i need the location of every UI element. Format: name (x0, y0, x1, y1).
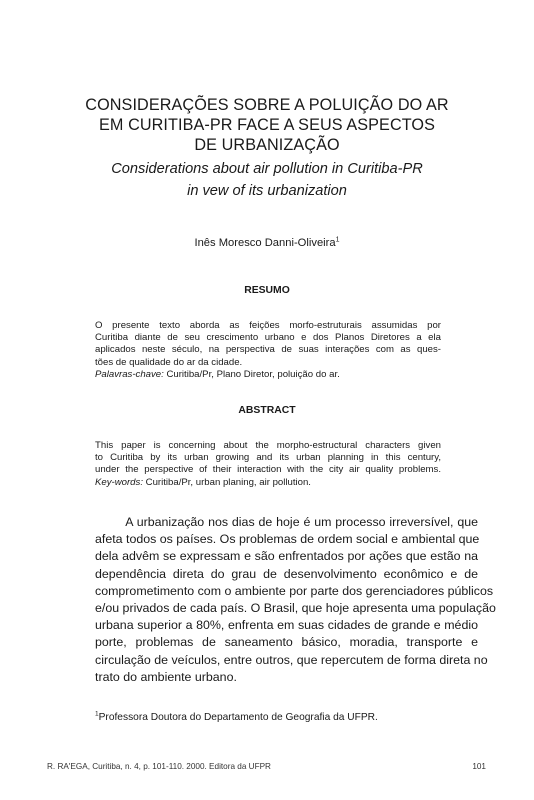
author-name: Inês Moresco Danni-Oliveira (194, 237, 336, 249)
author-line (0, 237, 534, 249)
abstract-line: under the perspective of their interaction with the city air quality problems. (95, 464, 441, 476)
resumo-keywords-label: Palavras-chave: (95, 368, 164, 380)
body-line: e/ou privados de cada país. O Brasil, que hoje apresenta uma população (95, 601, 496, 616)
body-line: circulação de veículos, entre outros, que repercutem de forma direta no (95, 652, 488, 667)
journal-citation: R. RA'EGA, Curitiba, n. 4, p. 101-110. 2000. Editora da UFPR (47, 762, 271, 771)
body-line: porte, problemas de saneamento básico, moradia, transporte e (95, 635, 478, 650)
abstract-keywords (95, 477, 441, 489)
resumo-block (95, 320, 441, 381)
footnote-mark: 1 (95, 710, 99, 718)
abstract-keywords-label: Key-words: (95, 476, 143, 488)
abstract-line: to Curitiba by its urban growing and its urban planning in this century, (95, 452, 441, 464)
body-line: trato do ambiente urbano. (95, 669, 237, 684)
resumo-line: Curitiba diante de seu crescimento urbano e dos Planos Diretores a ela (95, 332, 441, 344)
abstract-line: This paper is concerning about the morpho-estructural characters given (95, 440, 441, 451)
author-footnote-mark: 1 (335, 236, 340, 244)
body-paragraph (95, 514, 496, 686)
body-line: afeta todos os países. Os problemas de ordem social e ambiental que (95, 532, 480, 547)
resumo-keywords-text: Curitiba/Pr, Plano Diretor, poluição do ar. (163, 368, 340, 380)
abstract-block (95, 440, 441, 489)
paper-subtitle (40, 158, 494, 202)
abstract-keywords-text: Curitiba/Pr, urban planing, air pollution. (142, 476, 311, 488)
resumo-line: tões de qualidade do ar da cidade. (95, 356, 243, 368)
resumo-keywords (95, 369, 441, 381)
page-number: 101 (472, 762, 486, 771)
body-line: A urbanização nos dias de hoje é um processo irreversível, que (95, 515, 478, 529)
body-line: dela advêm se expressam e são enfrentados por ações que estão na (95, 549, 478, 564)
body-line: comprometimento com o ambiente por parte dos gerenciadores públicos (95, 583, 494, 598)
title-line: EM CURITIBA-PR FACE A SEUS ASPECTOS (98, 116, 436, 134)
abstract-heading: ABSTRACT (238, 405, 296, 416)
title-line: DE URBANIZAÇÃO (194, 136, 340, 154)
subtitle-line: in vew of its urbanization (187, 183, 347, 199)
paper-title (40, 95, 494, 155)
title-line: CONSIDERAÇÕES SOBRE A POLUIÇÃO DO AR (85, 96, 449, 114)
resumo-line: aplicados neste século, na perspectiva de suas interações com as ques- (95, 344, 441, 356)
body-line: urbana superior a 80%, enfrenta em suas cidades de grande e médio (95, 618, 478, 633)
resumo-line: O presente texto aborda as feições morfo-estruturais assumidas por (95, 320, 441, 331)
resumo-heading: RESUMO (244, 285, 290, 296)
footnote-text: Professora Doutora do Departamento de Geografia da UFPR. (98, 712, 378, 723)
footnote (95, 712, 378, 723)
body-line: dependência direta do grau de desenvolvimento econômico e de (95, 566, 478, 581)
subtitle-line: Considerations about air pollution in Curitiba-PR (111, 161, 423, 177)
